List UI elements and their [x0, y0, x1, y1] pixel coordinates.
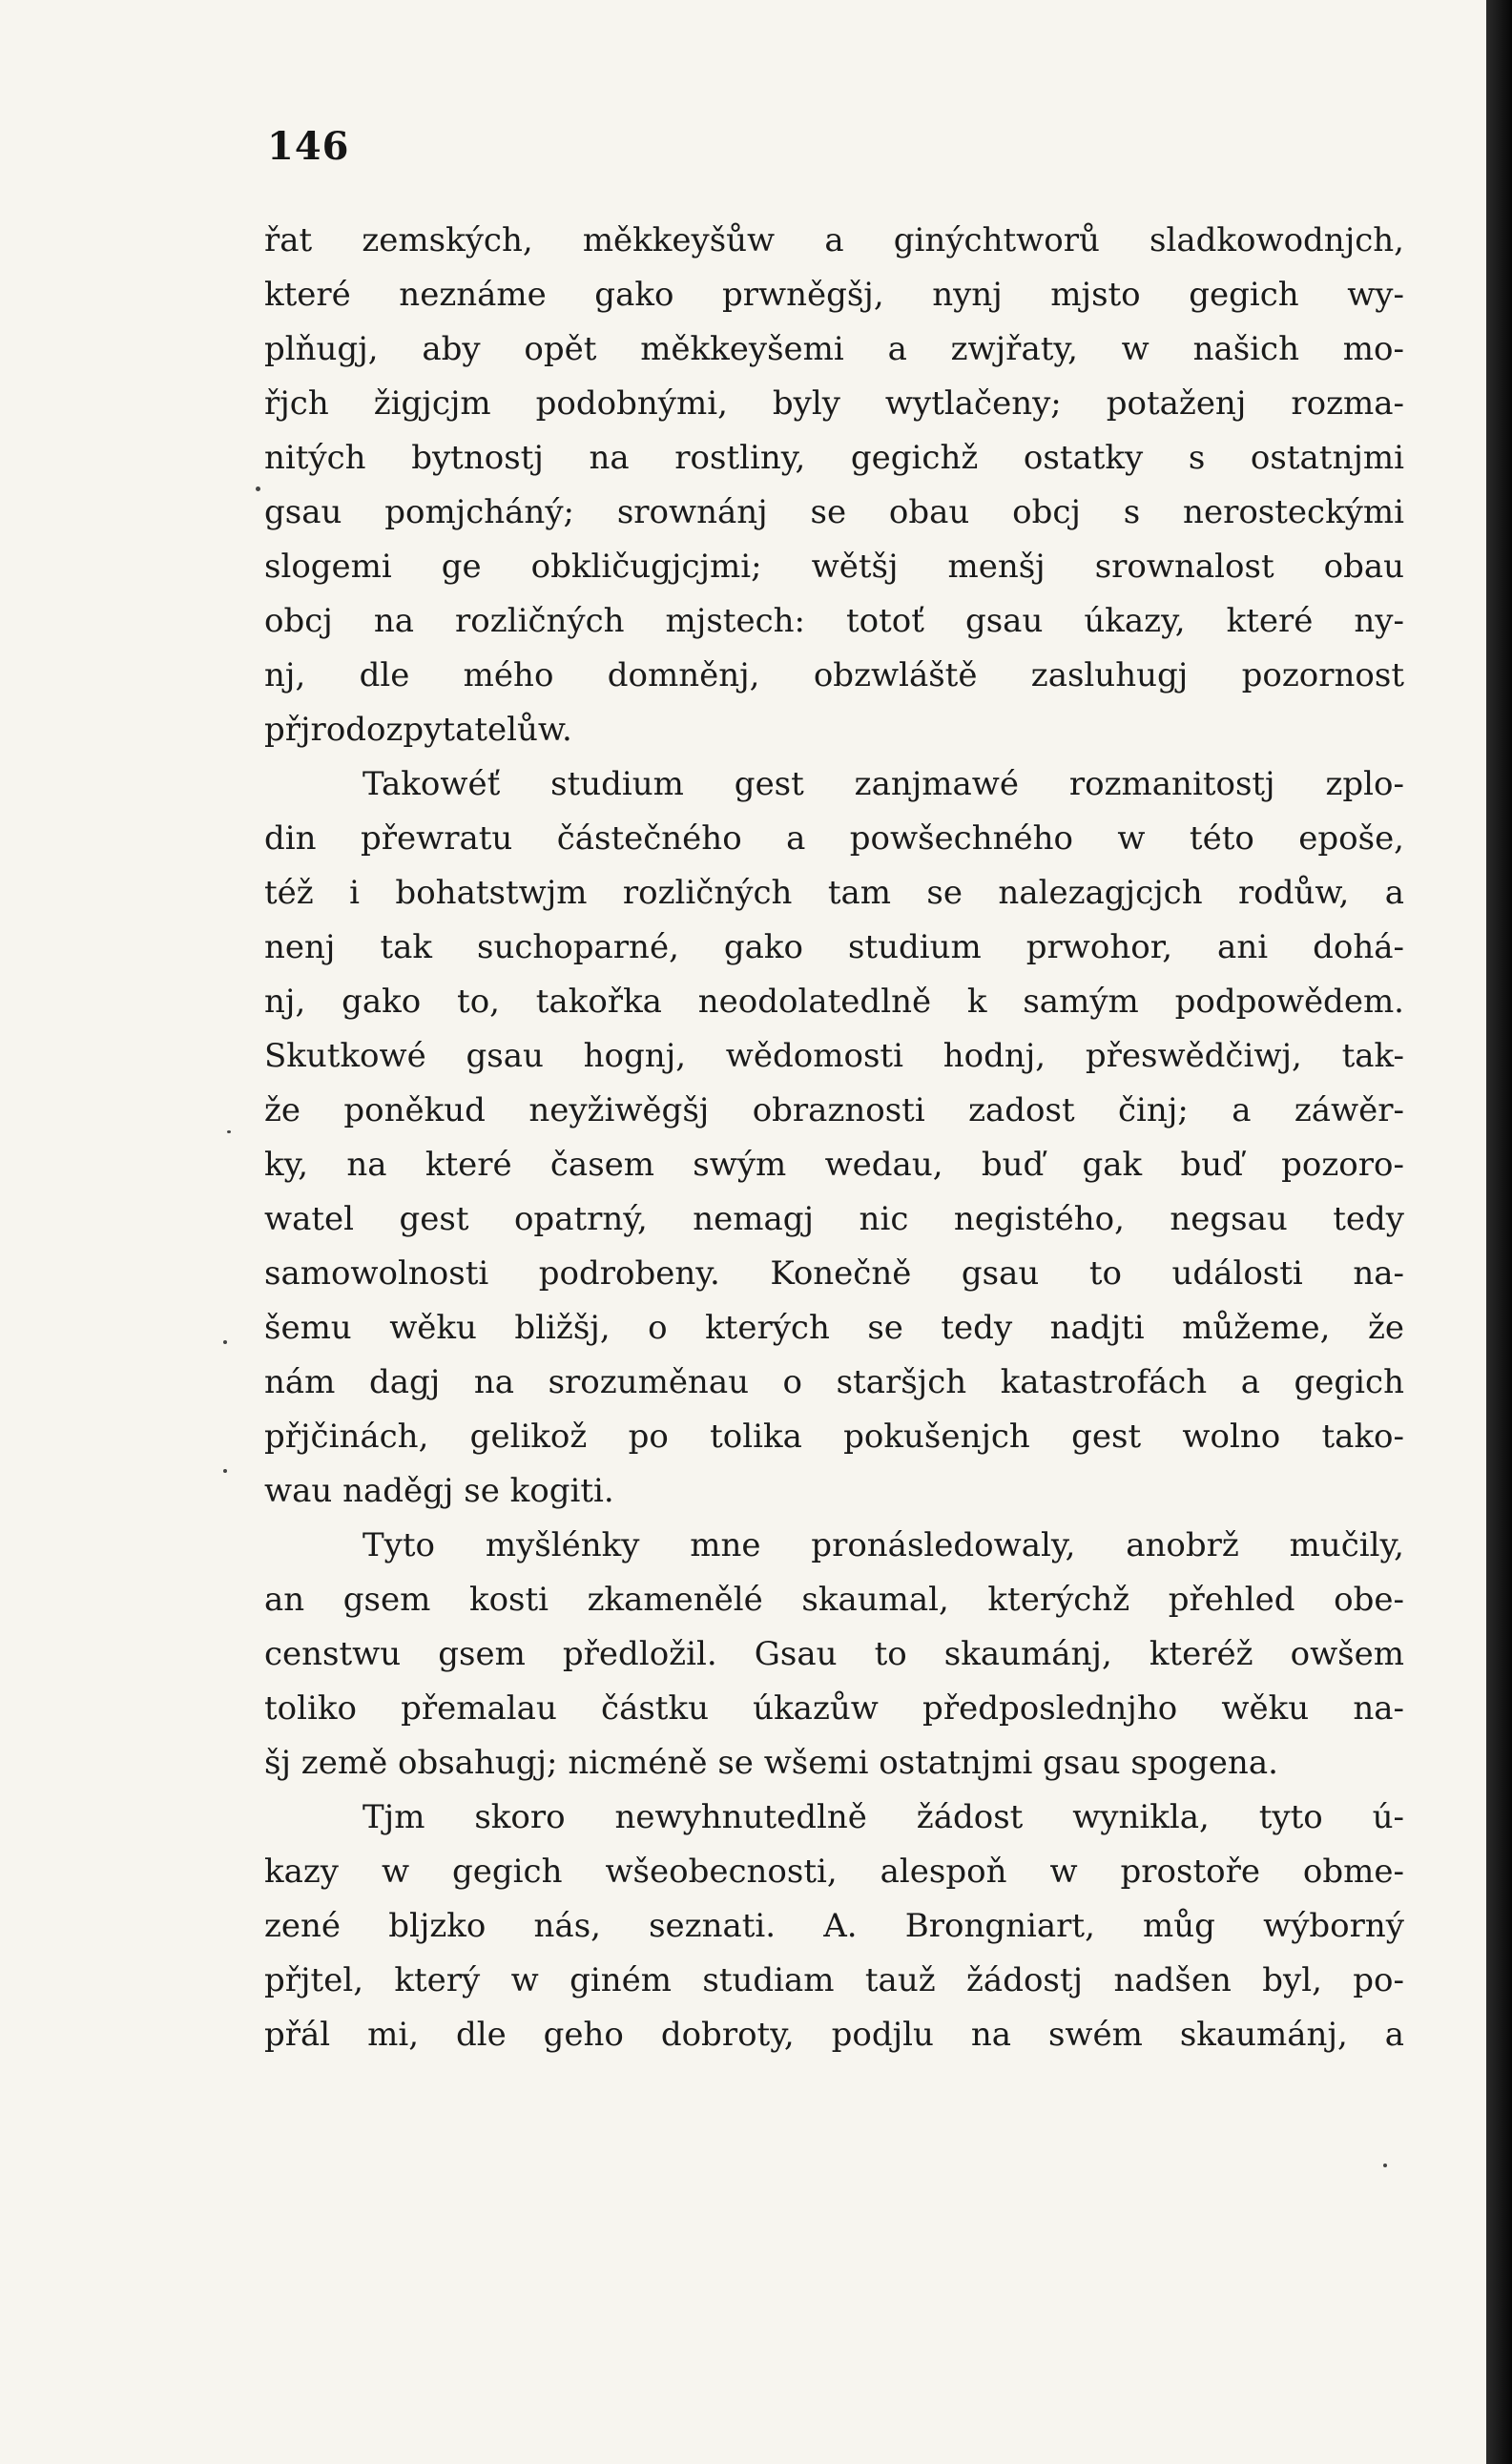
text-line: toliko přemalau částku úkazůw předposlednjho wěku na-: [264, 1689, 1404, 1728]
text-line: censtwu gsem předložil. Gsau to skaumánj, kteréž owšem: [264, 1635, 1404, 1673]
text-line: plňugj, aby opět měkkeyšemi a zwjřaty, w našich mo-: [264, 330, 1404, 368]
text-line: Tyto myšlénky mne pronásledowaly, anobrž mučily,: [362, 1526, 1404, 1564]
speck: [223, 1340, 227, 1344]
text-line: obcj na rozličných mjstech: totoť gsau úkazy, které ny-: [264, 602, 1404, 640]
text-line: Takowéť studium gest zanjmawé rozmanitostj zplo-: [362, 765, 1404, 803]
text-line: ky, na které časem swým wedau, buď gak buď pozoro-: [264, 1146, 1404, 1184]
text-line: nitých bytnostj na rostliny, gegichž ostatky s ostatnjmi: [264, 439, 1404, 477]
page-number: 146: [267, 124, 350, 169]
text-line: Skutkowé gsau hognj, wědomosti hodnj, přeswědčiwj, tak-: [264, 1037, 1404, 1075]
text-line: že poněkud neyžiwěgšj obraznosti zadost činj; a záwěr-: [264, 1091, 1404, 1129]
text-line: řjch žigjcjm podobnými, byly wytlačeny; potaženj rozma-: [264, 384, 1404, 423]
text-line: an gsem kosti zkamenělé skaumal, kterýchž přehled obe-: [264, 1581, 1404, 1619]
text-line: přjtel, který w giném studiam tauž žádostj nadšen byl, po-: [264, 1961, 1404, 1999]
speck: [1383, 2164, 1387, 2167]
text-line: přjčinách, gelikož po tolika pokušenjch gest wolno tako-: [264, 1418, 1404, 1456]
text-line: kazy w gegich wšeobecnosti, alespoň w prostoře obme-: [264, 1853, 1404, 1891]
speck: [256, 487, 260, 491]
text-line: watel gest opatrný, nemagj nic negistého, negsau tedy: [264, 1200, 1404, 1238]
text-line: šj země obsahugj; nicméně se wšemi ostatnjmi gsau spogena.: [264, 1744, 1278, 1782]
book-edge-shadow: [1486, 0, 1512, 2464]
text-line: přál mi, dle geho dobroty, podjlu na swém skaumánj, a: [264, 2016, 1404, 2054]
text-line: wau naděgj se kogiti.: [264, 1472, 614, 1510]
text-line: din přewratu částečného a powšechného w této epoše,: [264, 819, 1404, 858]
text-line: řat zemských, měkkeyšůw a ginýchtworů sladkowodnjch,: [264, 221, 1404, 259]
speck: [223, 1469, 227, 1473]
text-line: gsau pomjcháný; srownánj se obau obcj s nerosteckými: [264, 493, 1404, 531]
text-line: nenj tak suchoparné, gako studium prwohor, ani dohá-: [264, 928, 1404, 966]
body-text: [264, 214, 1404, 2062]
speck: [227, 1130, 231, 1133]
text-line: nám dagj na srozuměnau o staršjch katastrofách a gegich: [264, 1363, 1404, 1401]
text-line: přjrodozpytatelůw.: [264, 711, 572, 749]
text-line: šemu wěku bližšj, o kterých se tedy nadjti můžeme, že: [264, 1309, 1404, 1347]
text-line: nj, gako to, takořka neodolatedlně k samým podpowědem.: [264, 983, 1404, 1021]
text-line: slogemi ge obkličugjcjmi; wětšj menšj srownalost obau: [264, 548, 1404, 586]
text-line: Tjm skoro newyhnutedlně žádost wynikla, tyto ú-: [362, 1798, 1404, 1836]
text-line: nj, dle mého domněnj, obzwláště zasluhugj pozornost: [264, 656, 1404, 694]
text-line: též i bohatstwjm rozličných tam se nalezagjcjch rodůw, a: [264, 874, 1404, 912]
text-line: zené bljzko nás, seznati. A. Brongniart, můg wýborný: [264, 1907, 1404, 1945]
text-line: které neznáme gako prwněgšj, nynj mjsto gegich wy-: [264, 276, 1404, 314]
text-line: samowolnosti podrobeny. Konečně gsau to události na-: [264, 1254, 1404, 1293]
